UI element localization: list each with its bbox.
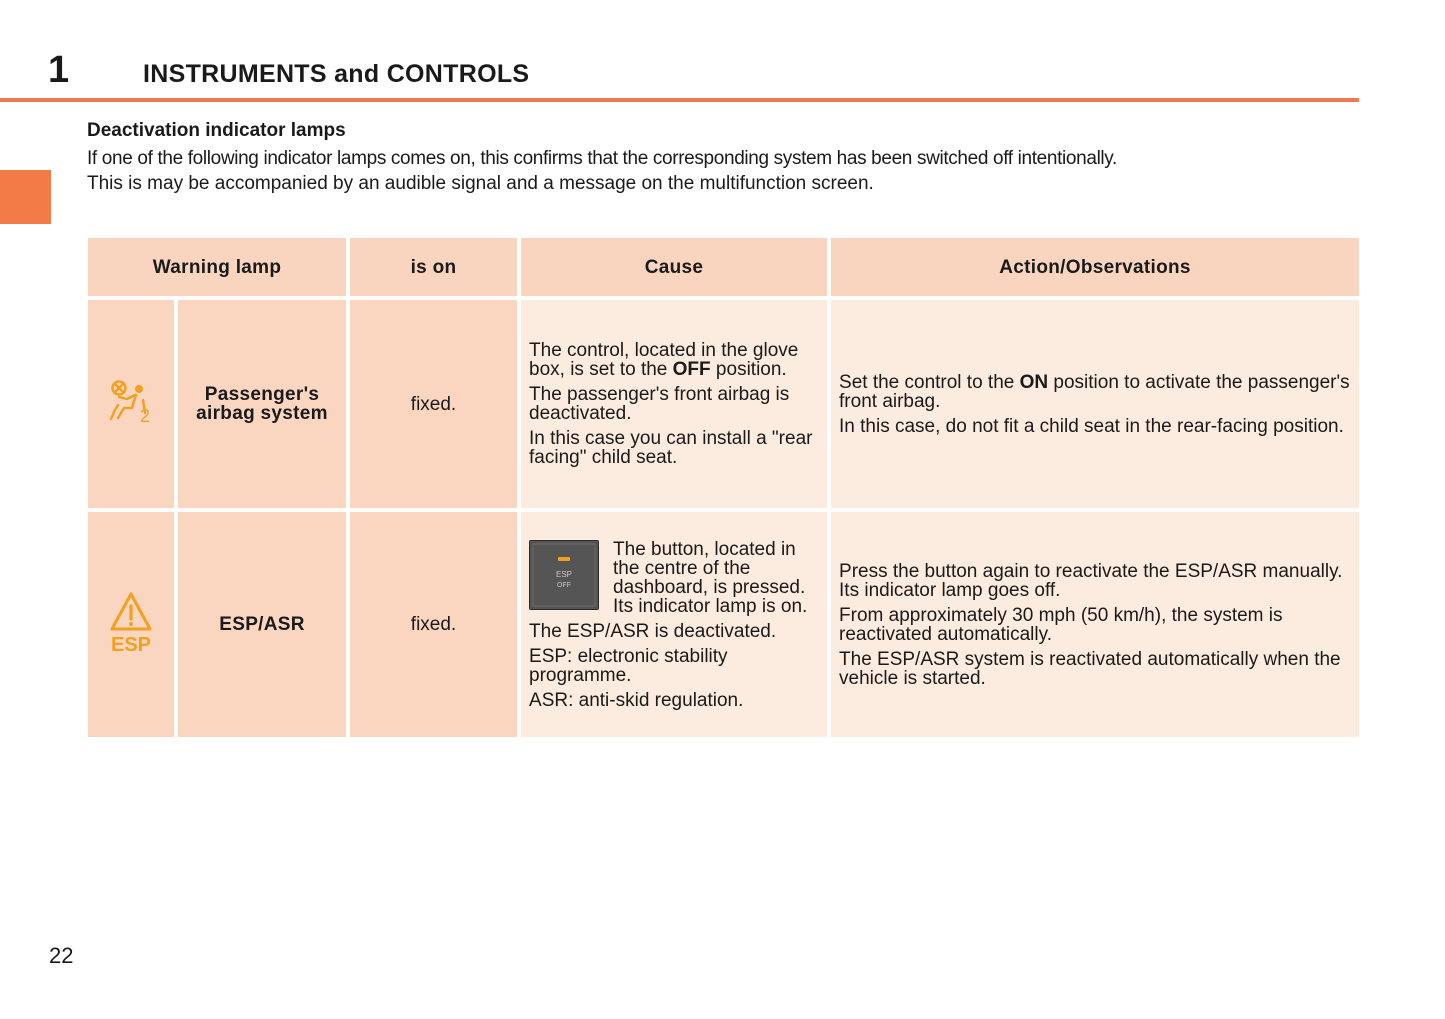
lamp-state-cell: fixed. — [350, 512, 517, 737]
header-warning-lamp: Warning lamp — [88, 238, 346, 296]
header-divider — [0, 98, 1359, 102]
intro-line-2: This is may be accompanied by an audible signal and a message on the multifunction screen. — [87, 173, 874, 194]
cause-paragraph: The button, located in the centre of the dashboard, is pressed. Its indicator lamp is on. — [613, 538, 808, 617]
off-keyword: OFF — [672, 359, 711, 380]
indicator-lamps-table — [84, 234, 1363, 741]
section-intro — [87, 146, 1347, 196]
chapter-side-tab — [0, 170, 51, 224]
action-cell — [831, 300, 1359, 508]
action-cell — [831, 512, 1359, 737]
section-title: Deactivation indicator lamps — [87, 120, 346, 141]
on-keyword: ON — [1019, 371, 1049, 393]
cause-paragraph: The ESP/ASR is deactivated. — [529, 620, 777, 642]
cause-paragraph: ASR: anti-skid regulation. — [529, 689, 744, 711]
lamp-state-cell: fixed. — [350, 300, 517, 508]
chapter-title: INSTRUMENTS and CONTROLS — [143, 60, 530, 88]
svg-text:2: 2 — [140, 406, 151, 424]
table-row — [88, 300, 1359, 508]
cause-paragraph: The passenger's front airbag is deactivated. — [529, 384, 790, 424]
lamp-icon-cell — [88, 512, 174, 737]
passenger-airbag-off-icon — [105, 380, 157, 424]
action-paragraph: Press the button again to reactivate the ESP/ASR manually. Its indicator lamp goes off. — [839, 560, 1343, 601]
header-action: Action/Observations — [831, 238, 1359, 296]
esp-warning-icon — [108, 591, 154, 655]
lamp-name-cell: ESP/ASR — [178, 512, 346, 737]
cause-cell — [521, 512, 827, 737]
esp-off-button-icon — [529, 540, 599, 610]
cause-paragraph: In this case you can install a "rear facing" child seat. — [529, 428, 813, 468]
page-number: 22 — [49, 943, 74, 968]
lamp-icon-cell — [88, 300, 174, 508]
header-is-on: is on — [350, 238, 517, 296]
chapter-number: 1 — [48, 49, 70, 91]
cause-cell — [521, 300, 827, 508]
esp-button-off-label: OFF — [557, 581, 572, 589]
esp-icon-label: ESP — [110, 633, 152, 655]
table-row — [88, 512, 1359, 737]
cause-paragraph: The control, located in the glove box, is set to the OFF position. — [529, 340, 799, 380]
header-cause: Cause — [521, 238, 827, 296]
cause-paragraph: ESP: electronic stability programme. — [529, 645, 728, 686]
action-paragraph: Set the control to the ON position to activate the passenger's front airbag. — [839, 371, 1350, 412]
action-paragraph: From approximately 30 mph (50 km/h), the system is reactivated automatically. — [839, 604, 1283, 645]
table-header-row — [88, 238, 1359, 296]
action-paragraph: The ESP/ASR system is reactivated automatically when the vehicle is started. — [839, 648, 1341, 689]
esp-button-label: ESP — [556, 569, 573, 579]
lamp-name-cell: Passenger's airbag system — [178, 300, 346, 508]
action-paragraph: In this case, do not fit a child seat in the rear-facing position. — [839, 415, 1344, 437]
intro-line-1: If one of the following indicator lamps comes on, this confirms that the corresponding system has been switched off intentionally. — [87, 148, 1117, 169]
